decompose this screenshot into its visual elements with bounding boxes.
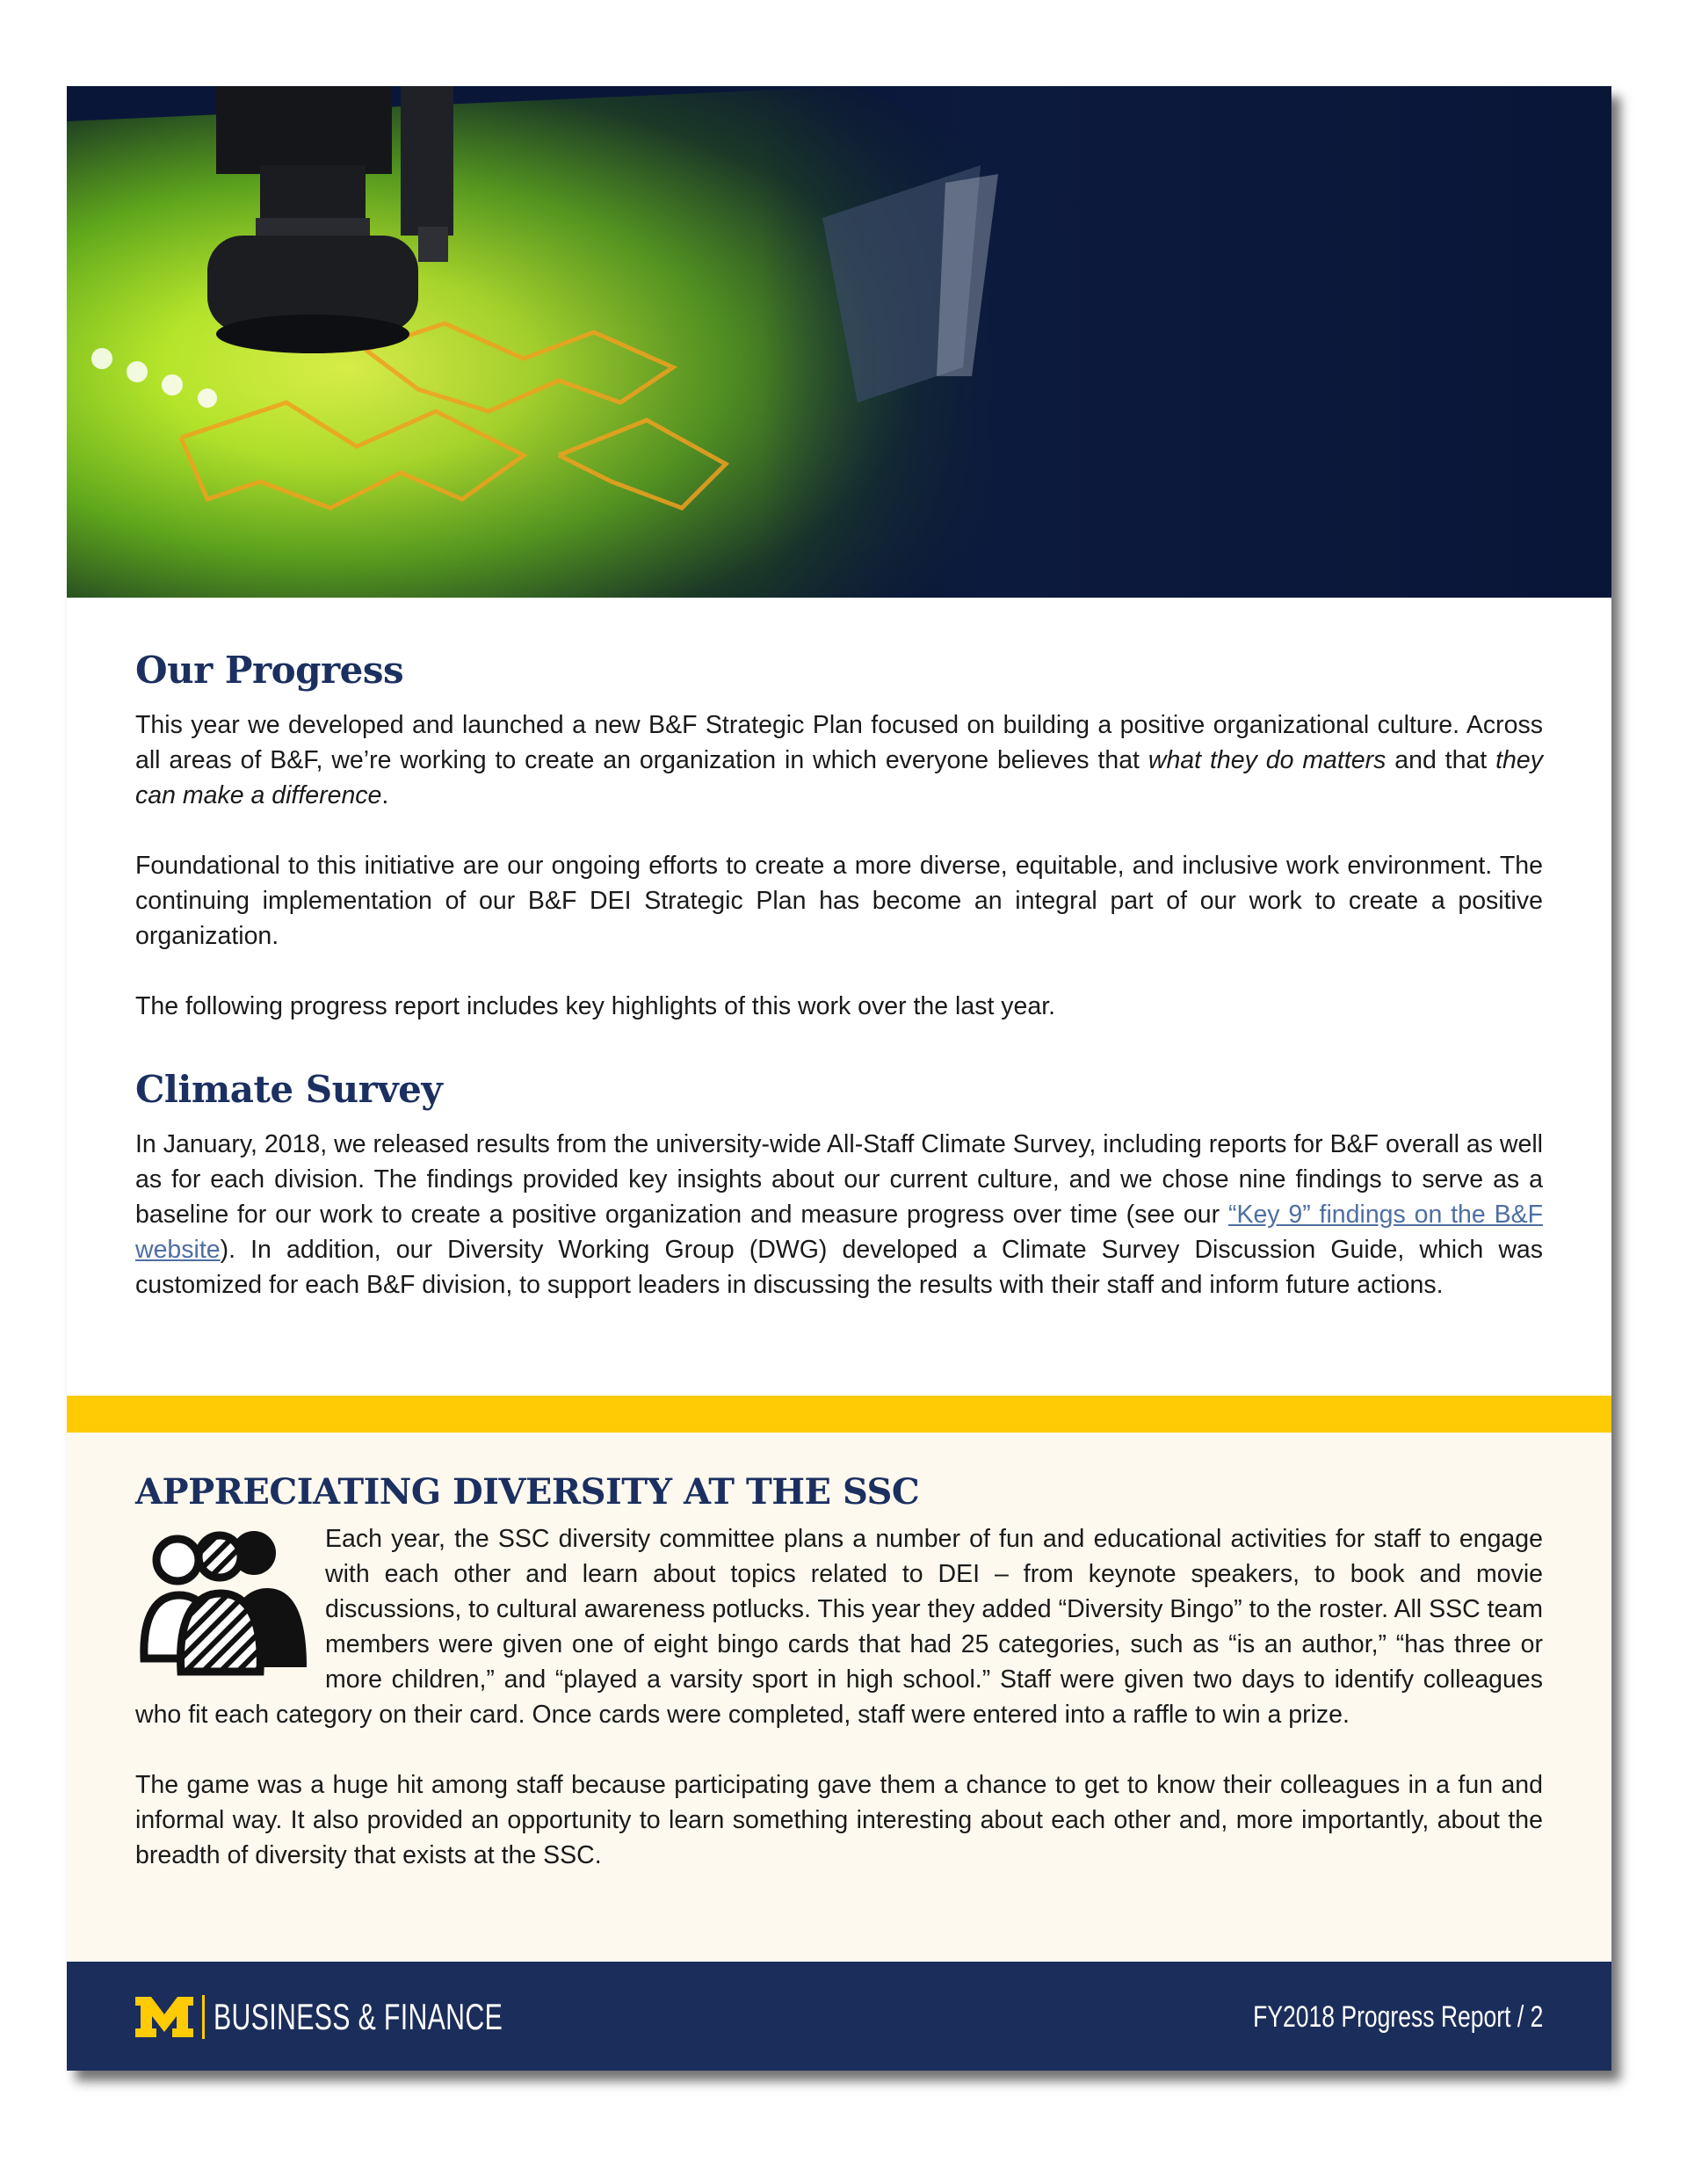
report-page [67, 86, 1611, 2071]
key-9-findings-link[interactable]: “Key 9” findings on the B&F website [135, 1201, 1543, 1264]
logo-divider [202, 1995, 205, 2039]
ssc-paragraph-2: The game was a huge hit among staff because participating gave them a chance to get to know their colleagues in a fun and informal way. It also provided an opportunity to learn something interesting about each other and, more importantly, about the breadth of diversity that exists at the SSC. [135, 1771, 1543, 1869]
footer-bar [67, 1962, 1611, 2071]
maize-divider [67, 1396, 1611, 1433]
block-m-icon [135, 1997, 193, 2037]
diverse-people-icon [135, 1527, 311, 1676]
main-content [135, 649, 1543, 1302]
progress-paragraph-3: The following progress report includes key highlights of this work over the last year. [135, 992, 1056, 1020]
laser-cutter-image [67, 86, 1611, 598]
ssc-paragraph-1: Each year, the SSC diversity committee plans a number of fun and educational activities for staff to engage with each other and learn about topics related to DEI – from keynote speakers, to book and movie discussions, to cultural awareness potlucks. This year they added “Diversity Bingo” to the roster. All SSC team members were given one of eight bingo cards that had 25 categories, such as “is an author,” “has three or more children,” and “played a varsity sport in high school.” Staff were given two days to identify colleagues who fit each category on their card. Once cards were completed, staff were entered into a raffle to win a prize. [135, 1525, 1543, 1729]
progress-paragraph-2: Foundational to this initiative are our ongoing efforts to create a more diverse, equitable, and inclusive work environment. The continuing implementation of our B&F DEI Strategic Plan has become an integral part of our work to create a positive organization. [135, 852, 1543, 950]
hero-photo [67, 86, 1611, 598]
ssc-heading: APPRECIATING DIVERSITY AT THE SSC [135, 1471, 920, 1513]
climate-paragraph: In January, 2018, we released results from the university-wide All-Staff Climate Survey, including reports for B&F overall as well as for each division. The findings provided key insights about our current culture, and we chose nine findings to serve as a baseline for our work to create a positive organization and measure progress over time (see our “Key 9” findings on the B&F website). In addition, our Diversity Working Group (DWG) developed a Climate Survey Discussion Guide, which was customized for each B&F division, to support leaders in discussing the results with their staff and inform future actions. [135, 1130, 1543, 1299]
progress-paragraph-1: This year we developed and launched a new B&F Strategic Plan focused on building a positive organizational culture. Across all areas of B&F, we’re working to create an organization in which everyone believes that what they do matters and that they can make a difference. [135, 711, 1543, 809]
climate-survey-heading: Climate Survey [135, 1068, 443, 1111]
logo-text: BUSINESS & FINANCE [214, 1996, 503, 2037]
ssc-callout [67, 1433, 1611, 1962]
our-progress-heading: Our Progress [135, 649, 404, 692]
business-finance-logo [135, 1995, 615, 2039]
page-label: FY2018 Progress Report / 2 [1252, 2000, 1543, 2034]
